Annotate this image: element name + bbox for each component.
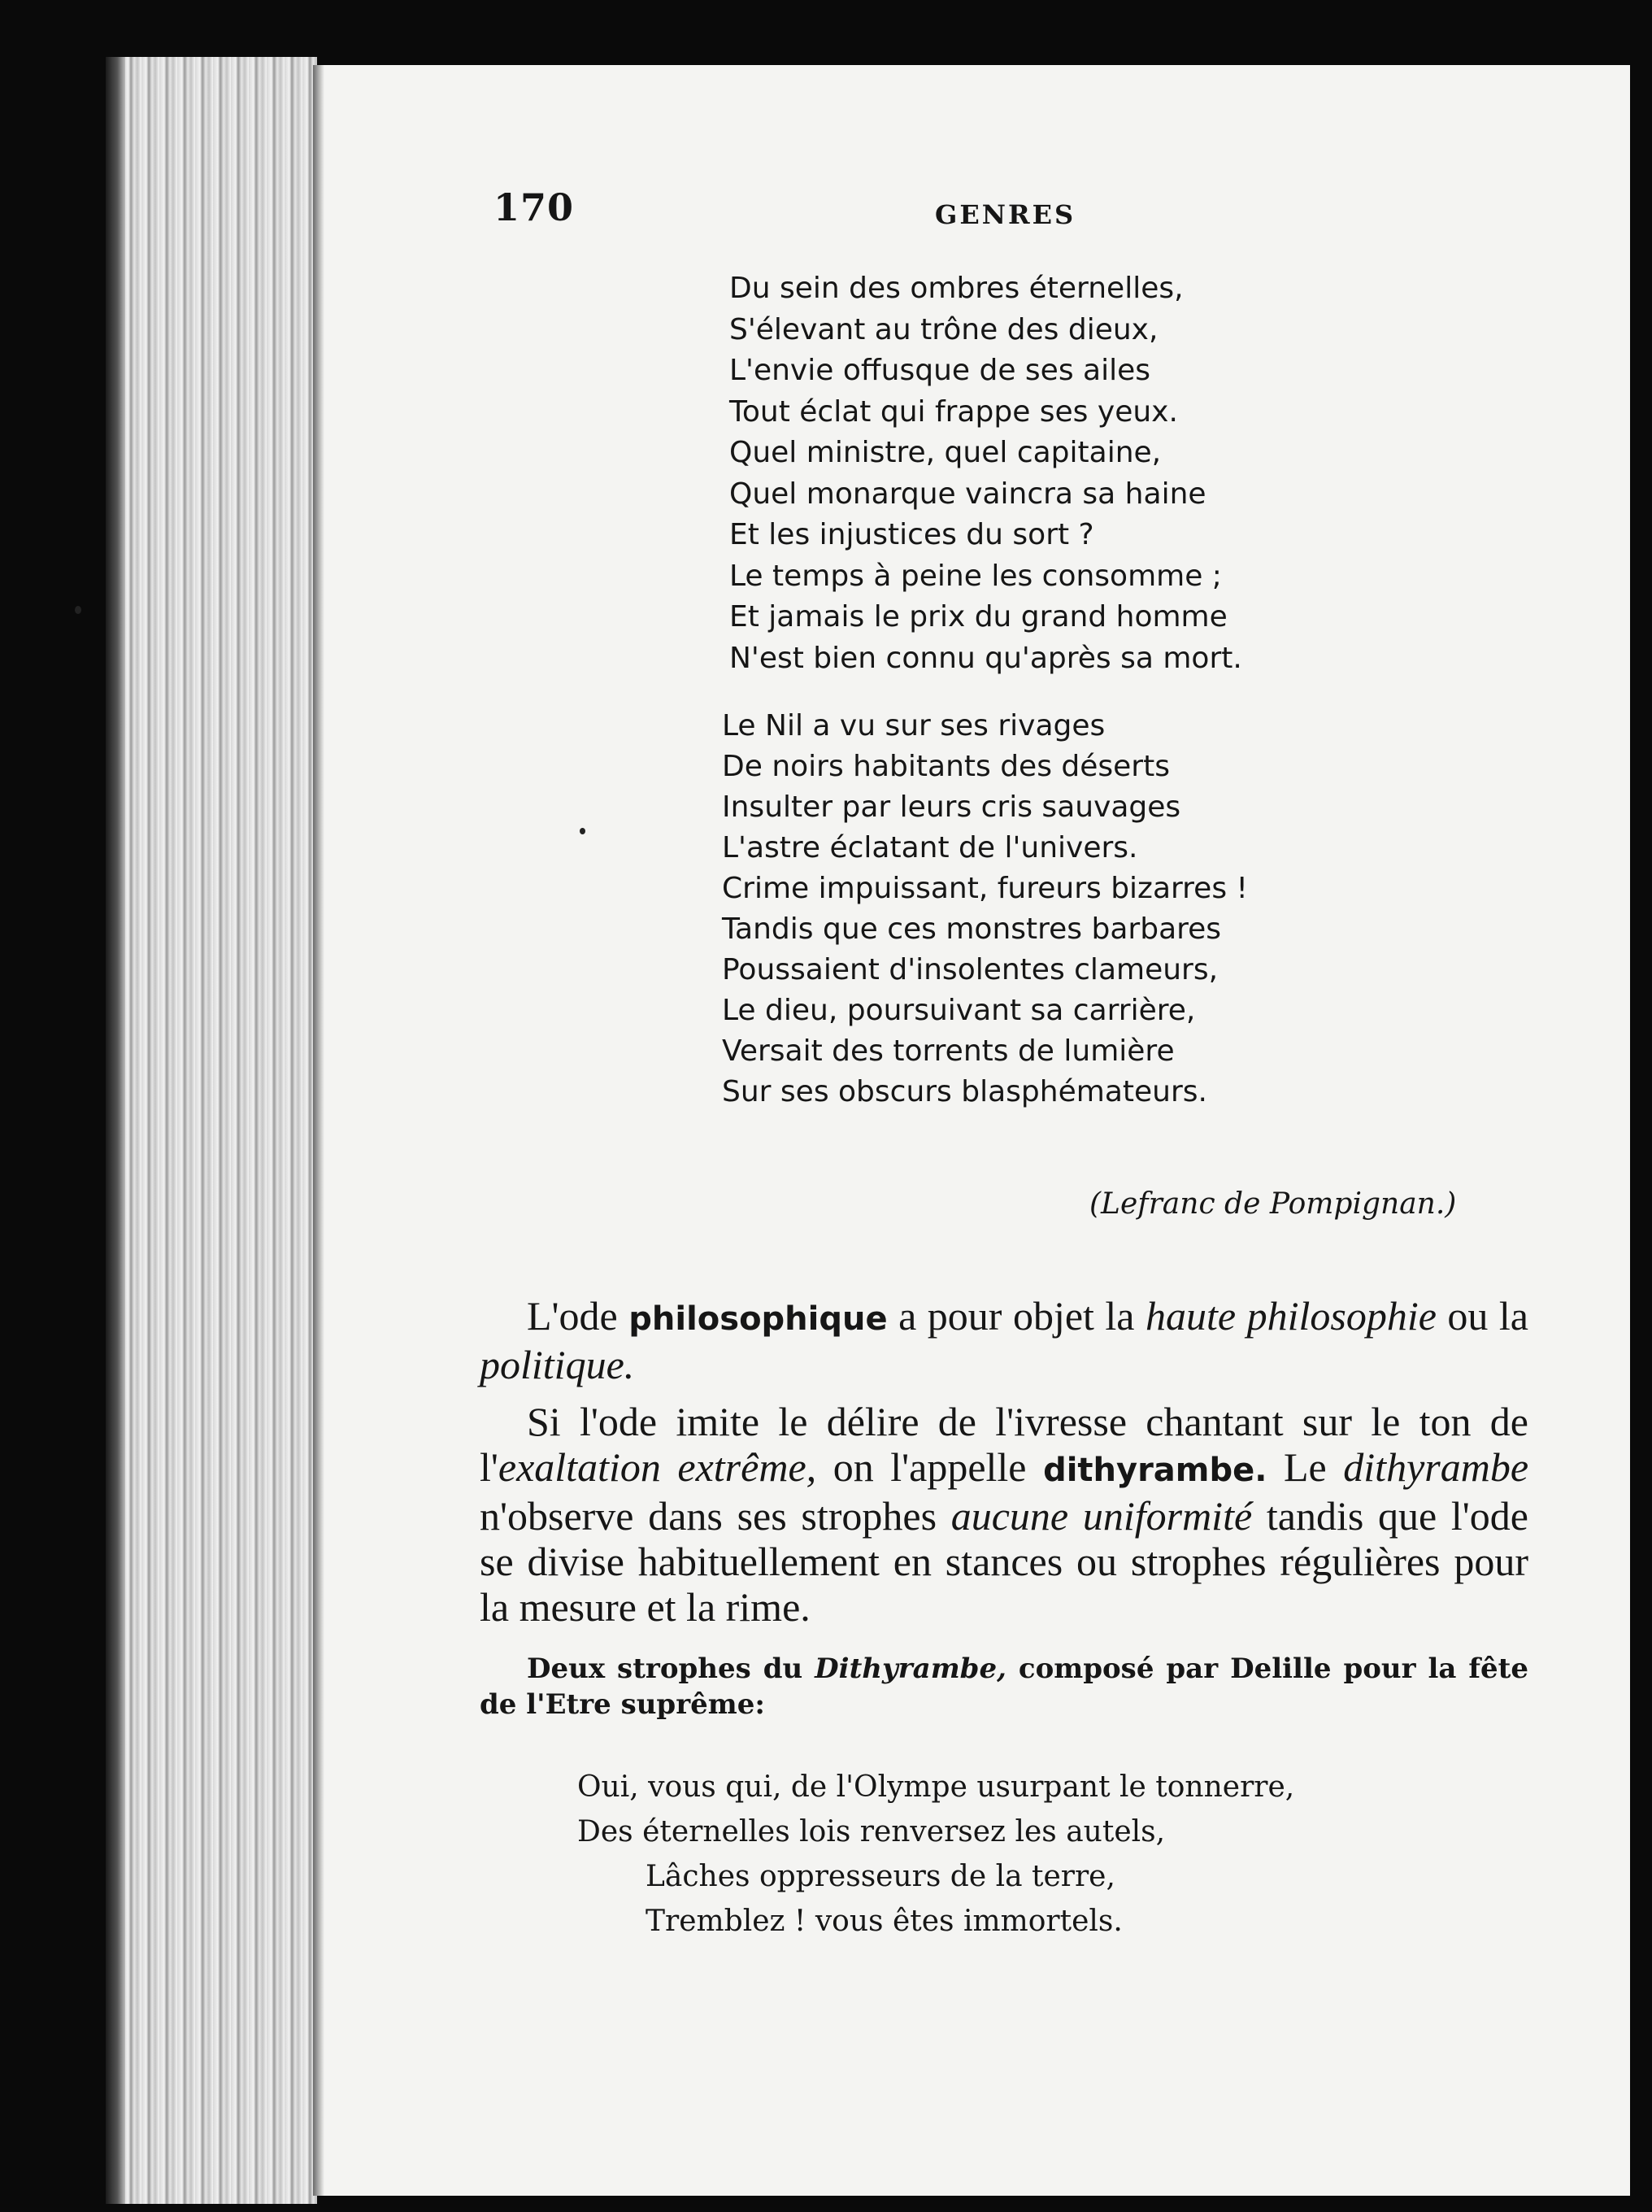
bold-term: dithyrambe. bbox=[1043, 1452, 1267, 1489]
scan-speck bbox=[75, 606, 81, 614]
paren-close: ) bbox=[1445, 1187, 1457, 1221]
example-intro-note bbox=[480, 1651, 1528, 1722]
poem-stanza-2 bbox=[722, 706, 1248, 1113]
verse-line: N'est bien connu qu'après sa mort. bbox=[729, 641, 1242, 675]
verse-line: Le temps à peine les consomme ; bbox=[729, 559, 1222, 593]
verse-line: Tremblez ! vous êtes immortels. bbox=[646, 1905, 1123, 1938]
text-run: a pour objet la bbox=[887, 1293, 1146, 1339]
italic-term: politique. bbox=[480, 1342, 635, 1387]
poem-stanza-3 bbox=[577, 1765, 1294, 1944]
text-run: tandis que l'ode se divise habituellement en stances ou strophes régulières pour la mesure et la rime. bbox=[480, 1493, 1528, 1630]
verse-line: Le dieu, poursuivant sa carrière, bbox=[722, 994, 1196, 1027]
text-run: ou la bbox=[1436, 1293, 1528, 1339]
italic-term: exaltation extrême, bbox=[498, 1444, 817, 1490]
italic-term: haute philosophie bbox=[1146, 1293, 1437, 1339]
verse-line: Tout éclat qui frappe ses yeux. bbox=[729, 394, 1178, 429]
verse-line: Le Nil a vu sur ses rivages bbox=[722, 709, 1106, 742]
verse-line: Et jamais le prix du grand homme bbox=[729, 600, 1228, 634]
verse-line: Tandis que ces monstres barbares bbox=[722, 912, 1222, 946]
verse-line: Et les injustices du sort ? bbox=[729, 518, 1094, 551]
poem-stanza-1 bbox=[729, 268, 1242, 679]
verse-line: Quel monarque vaincra sa haine bbox=[729, 477, 1206, 511]
verse-line: Oui, vous qui, de l'Olympe usurpant le tonnerre, bbox=[577, 1770, 1295, 1804]
text-run: Si l'ode imite le délire de l'ivresse chantant sur le ton de l' bbox=[480, 1399, 1528, 1490]
verse-line: Insulter par leurs cris sauvages bbox=[722, 790, 1181, 824]
paren-open: ( bbox=[1089, 1187, 1102, 1221]
text-run: Le bbox=[1267, 1444, 1344, 1490]
italic-term: aucune uniformité bbox=[950, 1493, 1253, 1539]
text-run: Deux strophes du bbox=[527, 1652, 815, 1685]
italic-term: dithyrambe bbox=[1343, 1444, 1529, 1490]
author-name: Lefranc de Pompignan. bbox=[1101, 1187, 1446, 1221]
poem-attribution bbox=[1089, 1187, 1456, 1221]
verse-line: L'astre éclatant de l'univers. bbox=[722, 831, 1138, 864]
book-page bbox=[313, 65, 1630, 2196]
verse-line: Des éternelles lois renversez les autels, bbox=[577, 1815, 1166, 1848]
verse-line: Sur ses obscurs blasphémateurs. bbox=[722, 1075, 1207, 1108]
page-number: 170 bbox=[493, 185, 575, 229]
verse-line: S'élevant au trône des dieux, bbox=[729, 312, 1159, 346]
verse-line: Du sein des ombres éternelles, bbox=[729, 272, 1184, 305]
verse-line: Lâches oppresseurs de la terre, bbox=[646, 1860, 1115, 1893]
running-head: GENRES bbox=[935, 199, 1076, 230]
text-run: n'observe dans ses strophes bbox=[480, 1493, 951, 1539]
verse-line: Quel ministre, quel capitaine, bbox=[729, 436, 1162, 469]
paragraph-ode-philosophique bbox=[480, 1293, 1528, 1387]
page-edges bbox=[106, 57, 317, 2204]
verse-line: Versait des torrents de lumière bbox=[722, 1034, 1175, 1068]
text-run: on l'appelle bbox=[816, 1444, 1044, 1490]
verse-line: Crime impuissant, fureurs bizarres ! bbox=[722, 872, 1248, 905]
italic-term: Dithyrambe, bbox=[815, 1652, 1006, 1685]
text-run: composé par Delille pour la fête de l'Etre suprême: bbox=[480, 1652, 1528, 1721]
verse-line: L'envie offusque de ses ailes bbox=[729, 354, 1150, 387]
bold-term: philosophique bbox=[628, 1300, 888, 1338]
text-run: L'ode bbox=[527, 1293, 629, 1339]
print-speck bbox=[580, 828, 585, 834]
verse-line: De noirs habitants des déserts bbox=[722, 750, 1170, 783]
paragraph-dithyrambe bbox=[480, 1399, 1528, 1630]
verse-line: Poussaient d'insolentes clameurs, bbox=[722, 953, 1219, 986]
